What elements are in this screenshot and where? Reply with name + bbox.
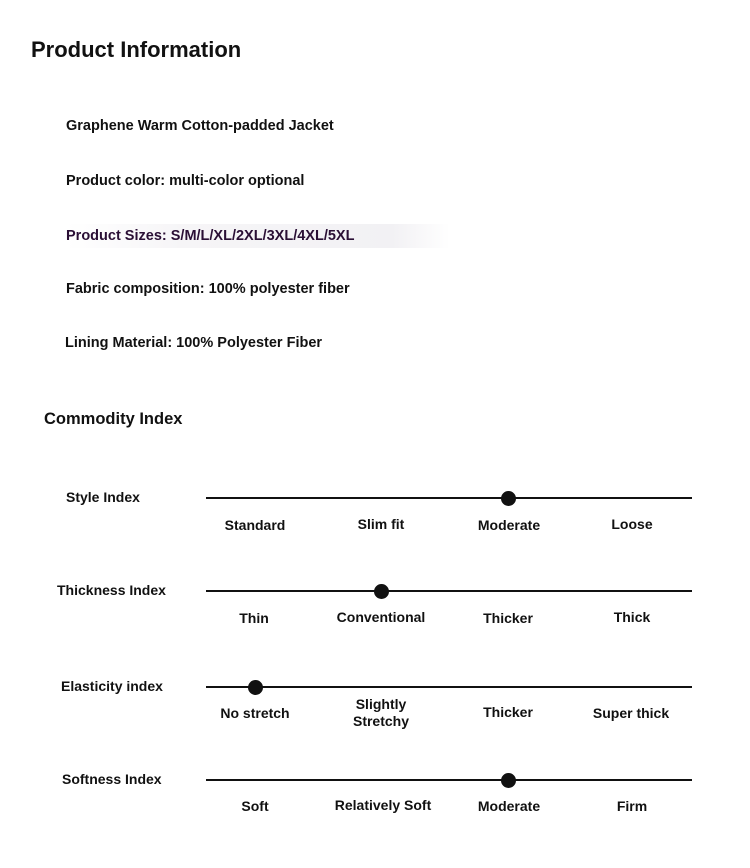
index-option: Thicker bbox=[483, 704, 533, 720]
index-option: Thick bbox=[613, 609, 651, 625]
index-option: Soft bbox=[241, 798, 269, 814]
index-option: Standard bbox=[224, 517, 286, 533]
fabric-composition: Fabric composition: 100% polyester fiber bbox=[66, 281, 350, 297]
index-option: Loose bbox=[611, 516, 653, 532]
index-label: Thickness Index bbox=[57, 582, 166, 598]
index-label: Softness Index bbox=[62, 771, 162, 787]
index-marker-dot bbox=[501, 773, 516, 788]
index-label: Style Index bbox=[66, 489, 140, 505]
index-option: Super thick bbox=[592, 705, 670, 721]
index-option: Firm bbox=[616, 798, 648, 814]
index-option: Conventional bbox=[336, 609, 426, 625]
product-color: Product color: multi-color optional bbox=[66, 173, 305, 189]
style-index bbox=[0, 489, 750, 549]
product-name: Graphene Warm Cotton-padded Jacket bbox=[66, 118, 334, 134]
index-scale-line bbox=[206, 497, 692, 499]
softness-index bbox=[0, 771, 750, 831]
page-title: Product Information bbox=[31, 37, 242, 62]
product-sizes: Product Sizes: S/M/L/XL/2XL/3XL/4XL/5XL bbox=[66, 224, 450, 248]
index-option: Thin bbox=[239, 610, 269, 626]
index-scale-line bbox=[206, 590, 692, 592]
commodity-index-title: Commodity Index bbox=[44, 410, 183, 428]
index-marker-dot bbox=[374, 584, 389, 599]
index-option: Slightly Stretchy bbox=[352, 696, 410, 729]
lining-material: Lining Material: 100% Polyester Fiber bbox=[65, 335, 323, 351]
index-option: Slim fit bbox=[357, 516, 405, 532]
elasticity-index bbox=[0, 678, 750, 738]
index-option: Thicker bbox=[483, 610, 533, 626]
index-marker-dot bbox=[501, 491, 516, 506]
index-option: No stretch bbox=[220, 705, 290, 721]
index-marker-dot bbox=[248, 680, 263, 695]
index-scale-line bbox=[206, 686, 692, 688]
index-label: Elasticity index bbox=[61, 678, 163, 694]
index-option: Relatively Soft bbox=[334, 797, 432, 813]
index-option: Moderate bbox=[477, 517, 541, 533]
index-option: Moderate bbox=[477, 798, 541, 814]
thickness-index bbox=[0, 582, 750, 642]
index-scale-line bbox=[206, 779, 692, 781]
